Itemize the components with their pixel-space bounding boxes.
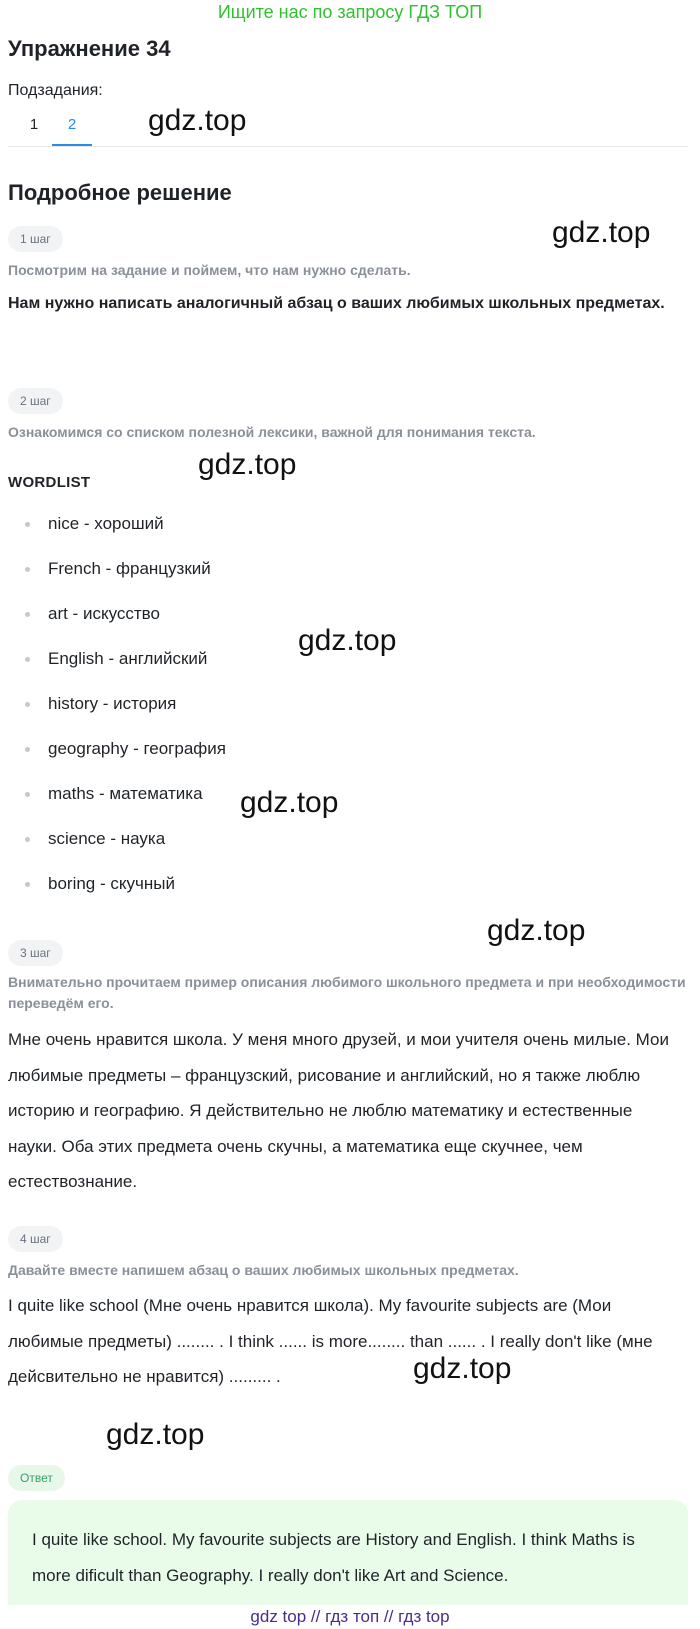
word-entry: maths - математика [48, 784, 203, 803]
watermark: gdz.top [240, 786, 339, 819]
word-entry: science - наука [48, 829, 166, 848]
list-item [0, 737, 226, 782]
step-badge: 4 шаг [8, 1226, 63, 1252]
list-item [0, 512, 226, 557]
watermark: gdz.top [148, 104, 247, 137]
watermark: gdz.top [487, 914, 586, 947]
bullet-icon [25, 837, 30, 842]
subtask-tabs [8, 108, 688, 147]
search-banner: Ищите нас по запросу ГДЗ ТОП [217, 2, 483, 22]
step-badge: 3 шаг [8, 940, 63, 966]
bullet-icon [25, 747, 30, 752]
template-paragraph: I quite like school (Мне очень нравится школа). My favourite subjects are (Мои любимые предметы) ........ . I think ...... is more........ than ...... . I really don't like (мне дейсвительно не нравится) ......... . [8, 1296, 653, 1386]
subtasks-label: Подзадания: [8, 82, 103, 99]
bullet-icon [25, 657, 30, 662]
word-entry: boring - скучный [48, 874, 175, 893]
watermark: gdz.top [106, 1418, 205, 1451]
answer-badge: Ответ [8, 1465, 65, 1491]
wordlist-title: WORDLIST [8, 474, 91, 491]
word-entry: geography - география [48, 739, 226, 758]
word-entry: French - французкий [48, 559, 211, 578]
bullet-icon [25, 702, 30, 707]
step-badge: 2 шаг [8, 388, 63, 414]
wordlist [0, 512, 226, 917]
word-entry: nice - хороший [48, 514, 164, 533]
bullet-icon [25, 522, 30, 527]
answer-text: I quite like school. My favourite subjects are History and English. I think Maths is more dificult than Geography. I really don't like Art and Science. [32, 1530, 635, 1585]
list-item [0, 782, 226, 827]
step-hint: Давайте вместе напишем абзац о ваших любимых школьных предметах. [8, 1262, 519, 1278]
bullet-icon [25, 567, 30, 572]
footer-links[interactable]: gdz top // гдз топ // гдз top [0, 1605, 700, 1629]
list-item [0, 602, 226, 647]
solution-title: Подробное решение [8, 180, 232, 205]
step-hint: Внимательно прочитаем пример описания любимого школьного предмета и при необходимости переведём его. [8, 974, 686, 1011]
list-item [0, 647, 226, 692]
word-entry: art - искусство [48, 604, 160, 623]
step-hint: Ознакомимся со списком полезной лексики, важной для понимания текста. [8, 424, 536, 440]
active-tab-indicator [52, 144, 92, 146]
list-item [0, 872, 226, 917]
bullet-icon [25, 792, 30, 797]
step-badge: 1 шаг [8, 226, 63, 252]
list-item [0, 692, 226, 737]
list-item [0, 827, 226, 872]
step-hint: Посмотрим на задание и поймем, что нам нужно сделать. [8, 262, 411, 278]
page-title: Упражнение 34 [8, 36, 171, 61]
bullet-icon [25, 882, 30, 887]
subtask-tab-2[interactable]: 2 [67, 116, 77, 133]
bullet-icon [25, 612, 30, 617]
word-entry: English - английский [48, 649, 208, 668]
watermark: gdz.top [413, 1352, 512, 1385]
watermark: gdz.top [298, 624, 397, 657]
word-entry: history - история [48, 694, 177, 713]
watermark: gdz.top [552, 216, 651, 249]
subtask-tab-1[interactable]: 1 [29, 116, 39, 133]
list-item [0, 557, 226, 602]
step-text: Нам нужно написать аналогичный абзац о ваших любимых школьных предметах. [8, 295, 665, 312]
example-paragraph: Мне очень нравится школа. У меня много друзей, и мои учителя очень милые. Мои любимые предметы – французский, рисование и английский, но я также люблю историю и географию. Я действительно не люблю математику и естественные науки. Оба этих предмета очень скучны, а математика еще скучнее, чем естествознание. [8, 1030, 669, 1191]
watermark: gdz.top [198, 448, 297, 481]
